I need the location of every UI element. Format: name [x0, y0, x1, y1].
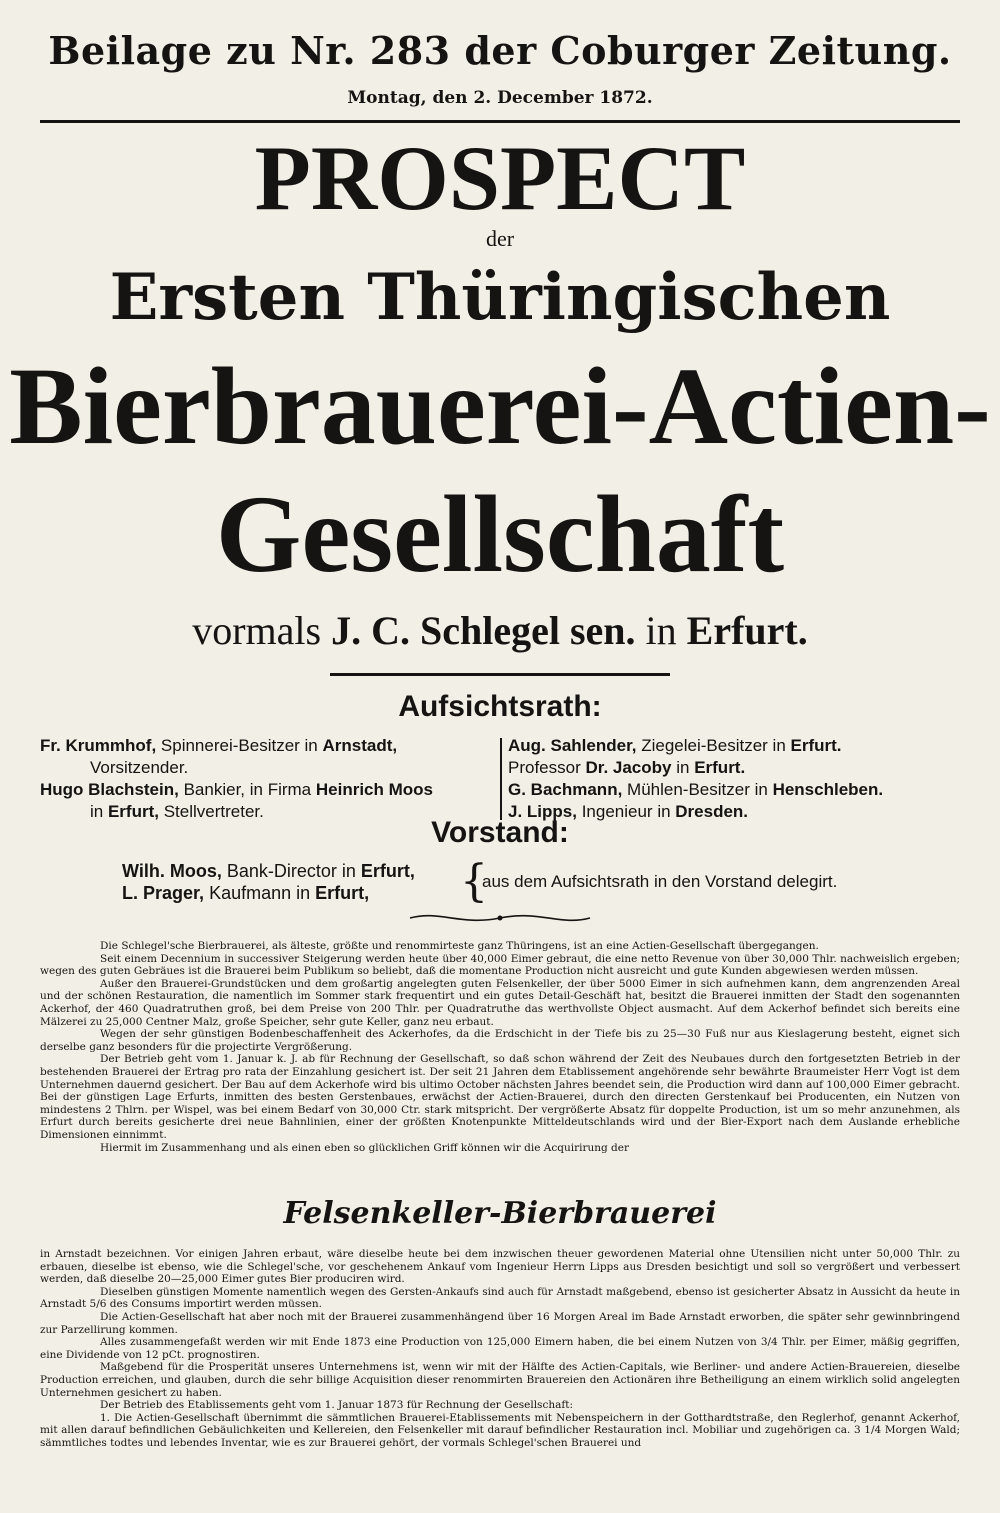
headline-ersten: Ersten Thüringischen [109, 260, 891, 335]
top-rule [40, 120, 960, 123]
paragraph: Die Schlegel'sche Bierbrauerei, als älteste, größte und renommirteste ganz Thüringens, ist an eine Actien-Gesellschaft übergegangen. [100, 940, 819, 952]
member-role: Bankier, in Firma [183, 780, 312, 799]
vorstand-members [122, 860, 462, 904]
vormals-word: vormals [192, 608, 322, 653]
headline-company-line1: Bierbrauerei-Actien- [9, 345, 991, 467]
headline-prospect: PROSPECT [254, 127, 746, 229]
member-place: Arnstadt, [322, 736, 398, 755]
paragraph: Maßgebend für die Prosperität unseres Unternehmens ist, wenn wir mit der Hälfte des Actien-Capitals, wie Berliner- und andere Actien-Brauereien, dieselbe Production erreichen, und glauben, durch die sehr billige Acquisition dieser renommirten Brauereien den Actionären ihre Betheiligung an einem wirklich solid angelegten Unternehmen gesichert zu haben. [40, 1361, 960, 1399]
member-place: Heinrich Moos [315, 780, 433, 799]
member-place: Dresden. [675, 802, 749, 821]
member-name: J. Lipps, [508, 802, 577, 821]
felsenkeller-heading: Felsenkeller-Bierbrauerei [283, 1196, 717, 1231]
board-member [508, 757, 968, 779]
member-name: Wilh. Moos, [122, 861, 222, 881]
vormals-erfurt: Erfurt. [686, 608, 808, 653]
headline-vormals [0, 605, 1000, 657]
masthead-title: Beilage zu Nr. 283 der Coburger Zeitung. [48, 28, 952, 73]
vorstand-member [122, 882, 462, 904]
paragraph: Die Actien-Gesellschaft hat aber noch mit der Brauerei zusammenhängend über 16 Morgen Areal im Bade Arnstadt erworben, die später sehr gewinnbringend zur Parzellirung kommen. [40, 1310, 960, 1336]
member-name: G. Bachmann, [508, 780, 623, 799]
paragraph: Der Betrieb geht vom 1. Januar k. J. ab für Rechnung der Gesellschaft, so daß schon während der Zeit des Neubaues durch den fortgesetzten Betrieb in der bestehenden Brauerei der Ertrag pro rata der Einzahlung gesichert ist. Der seit 21 Jahren dem Etablissement angehörende sehr bewährte Braumeister Herr Vogt ist dem Unternehmen dauernd gesichert. Der Bau auf dem Ackerhofe wird bis ultimo October nächsten Jahres beendet sein, die Production wird dann auf 100,000 Eimer gebracht. Bei der günstigen Lage Erfurts, inmitten des besten Gerstenbaues, erwächst der Actien-Brauerei, durch den directen Gerstenkauf bei Producenten, ein Nutzen von mindestens 2 Thlrn. per Wispel, was bei einem Bedarf von 30,000 Ctr. stark mitspricht. Der vergrößerte Absatz für doppelte Production, ist um so mehr anzunehmen, als Erfurt durch bereits gesicherte drei neue Bahnlinien, einer der größten Knotenpunkte Mitteldeutschlands wird und der Bier-Export nach dem Auslande erhebliche Dimensionen einnimmt. [40, 1053, 960, 1141]
board-member [40, 779, 495, 801]
paragraph: Alles zusammengefaßt werden wir mit Ende 1873 eine Production von 125,000 Eimern haben, die bei einem Nutzen von 3/4 Thlr. per Eimer, mäßig gegriffen, eine Dividende von 12 pCt. prognostiren. [40, 1336, 960, 1361]
paragraph: Seit einem Decennium in successiver Steigerung werden heute über 40,000 Eimer gebraut, die eine netto Revenue von über 30,000 Thlr. nachweislich ergeben; wegen des guten Gebräues ist die Brauerei beim Publikum so beliebt, daß die momentane Production nicht ausreicht und gute Kunden abgewiesen werden müssen. [40, 952, 960, 978]
member-role: Mühlen-Besitzer in [627, 780, 768, 799]
member-name: L. Prager, [122, 883, 205, 903]
member-place: Erfurt. [694, 758, 746, 777]
member-name: Hugo Blachstein, [40, 780, 179, 799]
member-place: Erfurt, [315, 883, 370, 903]
member-pre: Professor [508, 758, 581, 777]
member-role: Spinnerei-Besitzer in [160, 736, 318, 755]
member-name: Aug. Sahlender, [508, 736, 637, 755]
member-extra: Vorsitzender. [90, 758, 189, 777]
body-text-part1 [40, 940, 960, 1154]
paragraph: in Arnstadt bezeichnen. Vor einigen Jahren erbaut, wäre dieselbe heute bei dem inzwischen theuer gewordenen Material ohne Utensilien nicht unter 50,000 Thlr. zu erbauen, dieselbe ist ebenso, wie die Schlegel'sche, vor geschehenem Ankauf vom Ingenieur Herrn Lipps aus Dresden besichtigt und soll so vergrößert und verbessert werden, daß dieselbe 20—25,000 Eimer gutes Bier produciren wird. [40, 1248, 960, 1286]
aufsichtsrath-right-column [508, 735, 968, 823]
ornament-divider [400, 910, 600, 926]
member-role: Ingenieur in [581, 802, 671, 821]
vormals-in: in [645, 608, 677, 653]
member-role: Kaufmann in [209, 883, 311, 903]
masthead-date: Montag, den 2. December 1872. [347, 88, 653, 108]
vormals-schlegel: J. C. Schlegel sen. [331, 608, 636, 653]
paragraph: Der Betrieb des Etablissements geht vom 1. Januar 1873 für Rechnung der Gesellschaft: [100, 1399, 573, 1412]
member-role: Ziegelei-Besitzer in [641, 736, 786, 755]
aufsichtsrath-heading: Aufsichtsrath: [398, 690, 602, 723]
vorstand-heading: Vorstand: [431, 816, 569, 849]
middle-rule [330, 673, 670, 676]
board-member [40, 735, 495, 757]
member-name: Fr. Krummhof, [40, 736, 157, 755]
column-divider [500, 738, 502, 820]
paragraph: Wegen der sehr günstigen Bodenbeschaffenheit des Ackerhofes, da die Erdschicht in der Tiefe bis zu 25—30 Fuß nur aus Kieslagerung besteht, eignet sich derselbe ganz besonders für die projectirte Vergrößerung. [40, 1028, 960, 1053]
member-extra: Stellvertreter. [163, 802, 264, 821]
board-member [508, 779, 968, 801]
member-extra-place: Erfurt, [107, 802, 159, 821]
paragraph: Außer den Brauerei-Grundstücken und dem großartig angelegten guten Felsenkeller, der über 5000 Eimer in sich aufnehmen kann, dem angrenzenden Areal und der schönen Restauration, die namentlich im Sommer stark frequentirt und ein gutes Detail-Geschäft hat, besitzt die Brauerei inmitten der Stadt den sogenannten Ackerhof, der 460 Quadratruthen groß, bei dem Preise von 200 Thlr. per Quadratruthe das werthvollste Object ausmacht. Auf dem Ackerhof befindet sich bereits eine Mälzerei zu 25,000 Centner Malz, große Speicher, sehr gute Keller, ganz neu erbaut. [40, 977, 960, 1028]
member-place: Erfurt. [790, 736, 842, 755]
member-role: in [676, 758, 690, 777]
member-place: Henschleben. [772, 780, 884, 799]
vorstand-note: aus dem Aufsichtsrath in den Vorstand delegirt. [482, 872, 838, 891]
aufsichtsrath-left-column [40, 735, 495, 823]
member-name: Dr. Jacoby [585, 758, 672, 777]
paragraph: Dieselben günstigen Momente namentlich wegen des Gersten-Ankaufs sind auch für Arnstadt maßgebend, ebenso ist gesicherter Absatz in Aussicht da heute in Arnstadt 5/6 des Consums importirt werden müssen. [40, 1285, 960, 1311]
member-place: Erfurt, [360, 861, 415, 881]
member-role: Bank-Director in [226, 861, 356, 881]
headline-der: der [485, 226, 515, 251]
paragraph: 1. Die Actien-Gesellschaft übernimmt die sämmtlichen Brauerei-Etablissements mit Nebenspeichern in der Gotthardtstraße, den Reglerhof, genannt Ackerhof, mit allen darauf befindlichen Gebäulichkeiten und Kellereien, den Felsenkeller mit darauf befindlicher Restauration incl. Mobiliar und zugehörigen ca. 3 1/4 Morgen Wald; sämmtliches todtes und lebendes Inventar, wie es zur Brauerei gehört, der vormals Schlegel'schen Brauerei und [40, 1411, 960, 1449]
paragraph: Hiermit im Zusammenhang und als einen eben so glücklichen Griff können wir die Acquirirung der [100, 1141, 630, 1154]
brace-glyph: { [460, 856, 488, 907]
vorstand-member [122, 860, 462, 882]
board-member [508, 735, 968, 757]
member-extra-pre: in [90, 802, 104, 821]
body-text-part2 [40, 1248, 960, 1450]
headline-company-line2: Gesellschaft [215, 473, 785, 595]
